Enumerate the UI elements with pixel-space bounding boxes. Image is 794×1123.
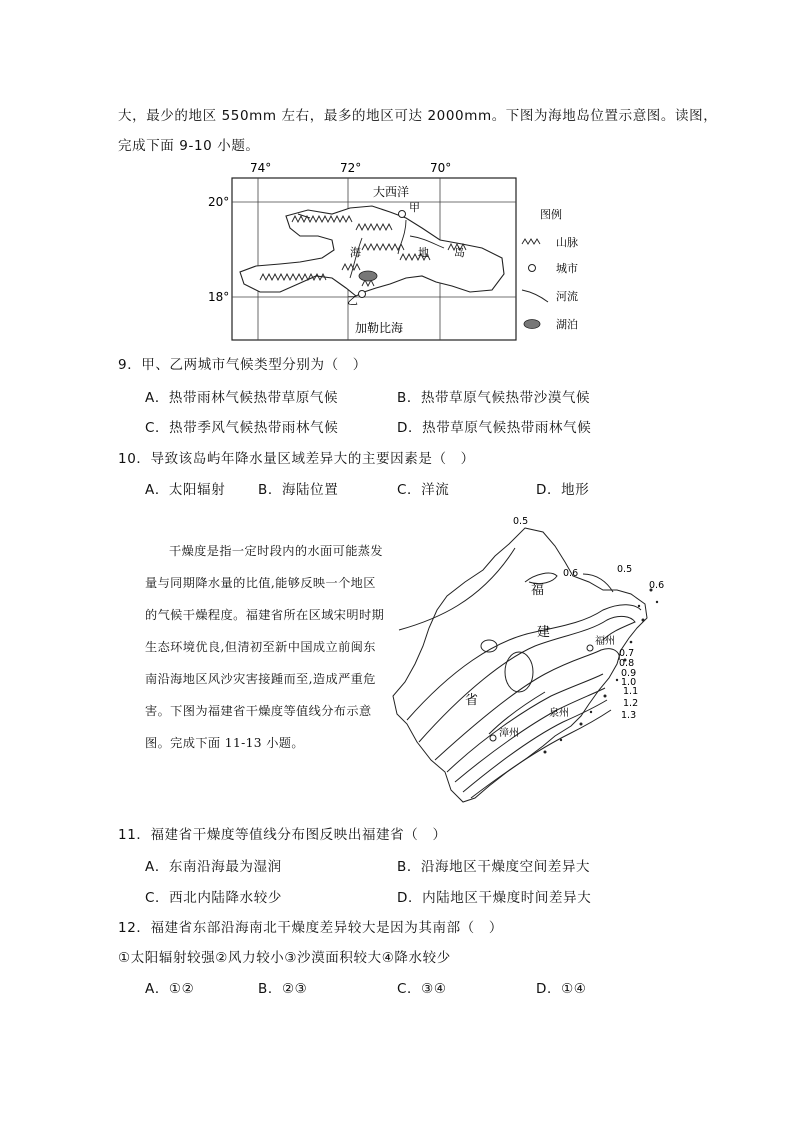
city-quanzhou: 泉州 (549, 708, 569, 719)
island-char-di: 地 (418, 246, 429, 259)
province-char-sheng: 省 (465, 693, 479, 708)
iso-label-4: 0.6 (649, 580, 665, 591)
iso-label-1: 0.5 (513, 516, 529, 527)
iso-label-7: 0.9 (621, 668, 637, 679)
city-zhangzhou: 漳州 (499, 728, 519, 739)
q10-stem: 10．导致该岛屿年降水量区域差异大的主要因素是（ ） (118, 451, 475, 467)
q10-option-c[interactable]: C．洋流 (397, 482, 450, 498)
city-yi-label: 乙 (347, 294, 358, 307)
q12-option-d[interactable]: D．①④ (536, 981, 587, 997)
lon-label-70: 70° (430, 161, 452, 175)
q9-option-c[interactable]: C．热带季风气候热带雨林气候 (145, 420, 339, 436)
q11-option-a[interactable]: A．东南沿海最为湿润 (145, 859, 282, 875)
lake-icon (359, 271, 377, 281)
fujian-map (385, 510, 685, 810)
q10-option-b[interactable]: B．海陆位置 (258, 482, 339, 498)
legend-lake: 湖泊 (556, 318, 578, 331)
mountain-icon (522, 239, 540, 244)
legend-city: 城市 (556, 262, 578, 275)
q10-option-a[interactable]: A．太阳辐射 (145, 482, 226, 498)
lat-label-18: 18° (208, 290, 230, 304)
iso-label-6: 0.8 (619, 658, 635, 669)
city-jia-label: 甲 (409, 201, 420, 214)
q12-option-b[interactable]: B．②③ (258, 981, 308, 997)
q9-option-a[interactable]: A．热带雨林气候热带草原气候 (145, 390, 339, 406)
legend-river: 河流 (556, 290, 578, 303)
q9-option-d[interactable]: D．热带草原气候热带雨林气候 (397, 420, 592, 436)
intro-line-1: 大，最少的地区 550mm 左右，最多的地区可达 2000mm。下图为海地岛位置示意图。读图， (118, 108, 718, 124)
iso-label-11: 1.3 (621, 710, 637, 721)
lat-label-20: 20° (208, 195, 230, 209)
city-yi-icon (359, 291, 366, 298)
q12-option-a[interactable]: A．①② (145, 981, 195, 997)
island-char-dao: 岛 (454, 246, 465, 259)
province-char-fu: 福 (531, 583, 545, 598)
q11-option-c[interactable]: C．西北内陆降水较少 (145, 890, 282, 906)
q12-items: ①太阳辐射较强②风力较小③沙漠面积较大④降水较少 (118, 950, 451, 966)
q9-stem: 9．甲、乙两城市气候类型分别为（ ） (118, 357, 367, 373)
province-outline (393, 528, 647, 802)
city-jia-icon (399, 211, 406, 218)
island-char-hai: 海 (350, 246, 361, 259)
q10-option-d[interactable]: D．地形 (536, 482, 590, 498)
iso-label-10: 1.2 (623, 698, 639, 709)
q11-option-b[interactable]: B．沿海地区干燥度空间差异大 (397, 859, 591, 875)
q11-stem: 11．福建省干燥度等值线分布图反映出福建省（ ） (118, 827, 447, 843)
iso-label-5: 0.7 (619, 648, 635, 659)
city-fuzhou: 福州 (595, 636, 615, 647)
river-icon (522, 290, 548, 302)
iso-label-3: 0.5 (617, 564, 633, 575)
fuzhou-icon (587, 645, 593, 651)
city-icon (529, 265, 536, 272)
lake-legend-icon (524, 320, 540, 329)
legend-title: 图例 (540, 208, 562, 221)
intro-line-2: 完成下面 9-10 小题。 (118, 138, 260, 154)
lon-label-72: 72° (340, 161, 362, 175)
q12-stem: 12．福建省东部沿海南北干燥度差异较大是因为其南部（ ） (118, 920, 503, 936)
hispaniola-map (200, 158, 600, 348)
iso-label-2: 0.6 (563, 568, 579, 579)
map-legend (522, 207, 578, 331)
q11-option-d[interactable]: D．内陆地区干燥度时间差异大 (397, 890, 592, 906)
lon-label-74: 74° (250, 161, 272, 175)
atlantic-label: 大西洋 (373, 185, 410, 199)
q12-option-c[interactable]: C．③④ (397, 981, 447, 997)
caribbean-label: 加勒比海 (355, 321, 404, 335)
province-char-jian: 建 (537, 625, 551, 640)
iso-label-9: 1.1 (623, 686, 639, 697)
iso-label-8: 1.0 (621, 677, 637, 688)
legend-mountain: 山脉 (556, 236, 578, 249)
zhangzhou-icon (490, 735, 496, 741)
q9-option-b[interactable]: B．热带草原气候热带沙漠气候 (397, 390, 591, 406)
passage-text: 干燥度是指一定时段内的水面可能蒸发量与同期降水量的比值,能够反映一个地区的气候干燥程度。福建省所在区域宋明时期生态环境优良,但清初至新中国成立前闽东南沿海地区风沙灾害接踵而至,造成严重危害。下图为福建省干燥度等值线分布示意图。完成下面 11-13 小题。 (145, 544, 385, 750)
